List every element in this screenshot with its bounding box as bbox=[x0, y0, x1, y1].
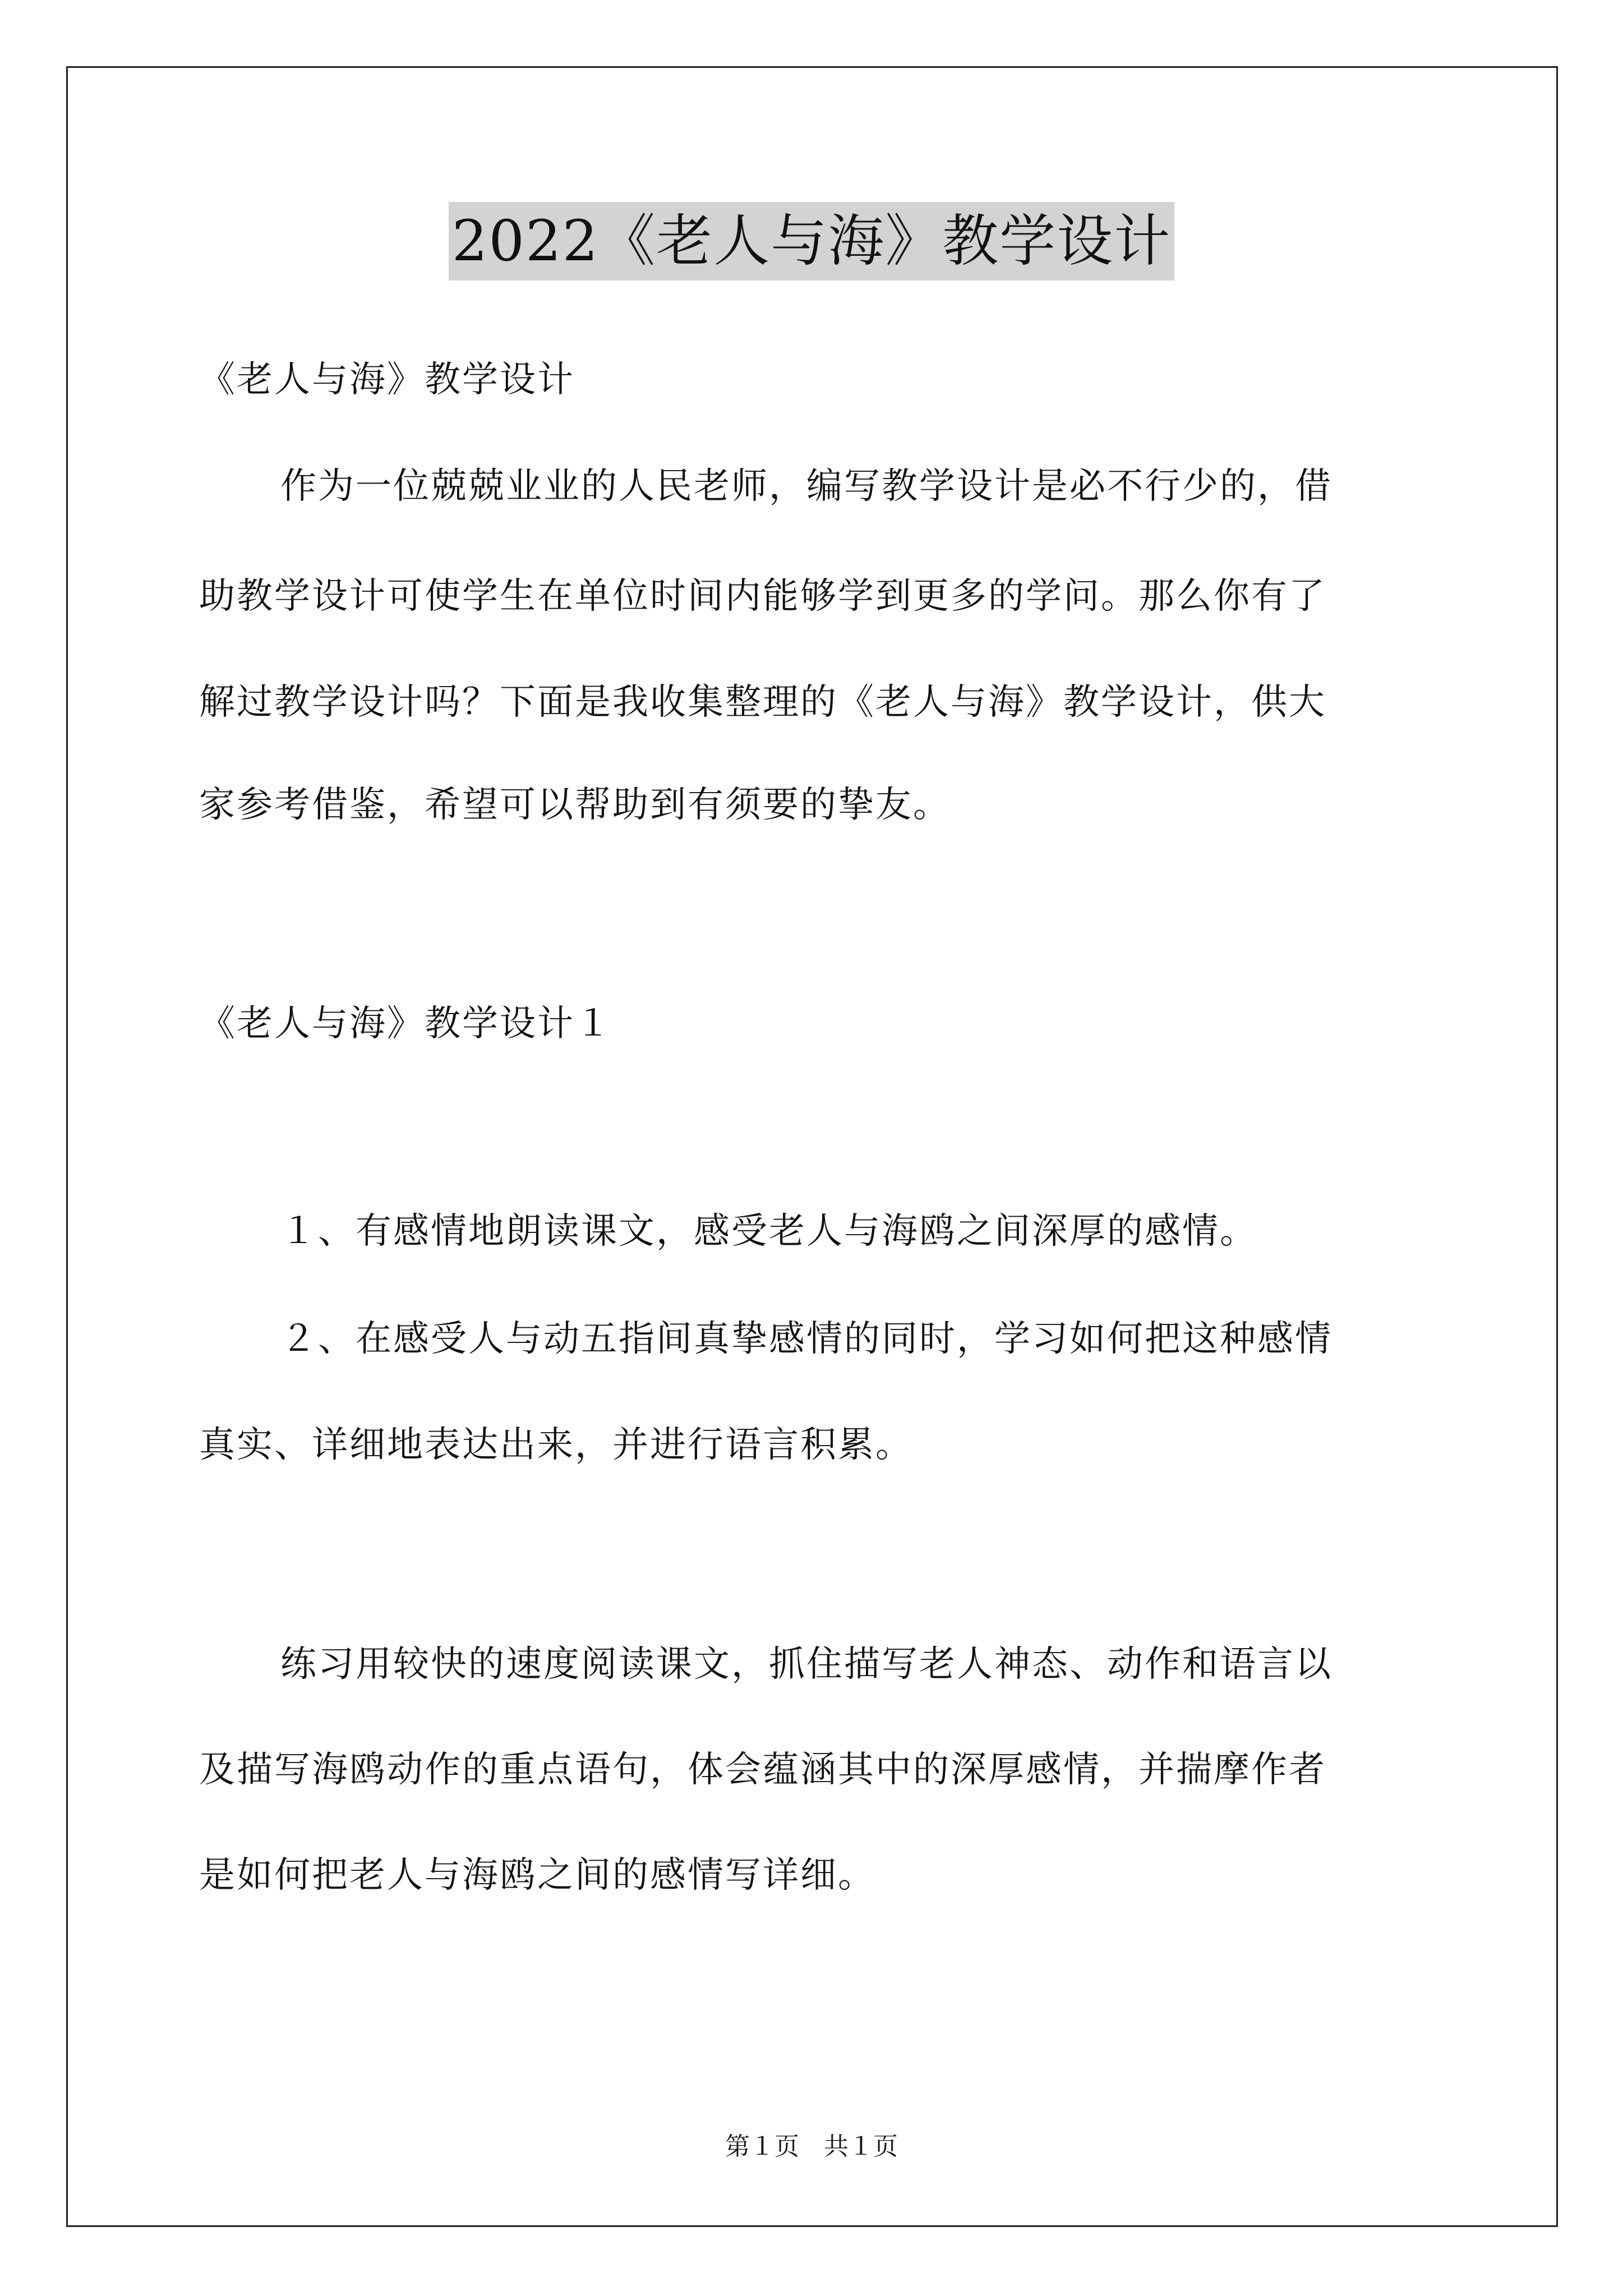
intro-line-4: 家参考借鉴，希望可以帮助到有须要的挚友。 bbox=[199, 784, 951, 826]
document-title: 2022《老人与海》教学设计 bbox=[449, 202, 1175, 280]
goal-line-2: ２、在感受人与动五指间真挚感情的同时，学习如何把这种感情 bbox=[280, 1318, 1332, 1360]
subtitle: 《老人与海》教学设计 bbox=[199, 359, 575, 401]
page-footer: 第１页 共１页 bbox=[725, 2132, 898, 2161]
practice-line-2: 及描写海鸥动作的重点语句，体会蕴涵其中的深厚感情，并揣摩作者 bbox=[199, 1749, 1326, 1791]
intro-line-2: 助教学设计可使学生在单位时间内能够学到更多的学问。那么你有了 bbox=[199, 576, 1326, 617]
goal-line-3: 真实、详细地表达出来，并进行语言积累。 bbox=[199, 1424, 913, 1466]
title-container bbox=[0, 202, 1623, 280]
intro-line-3: 解过教学设计吗？下面是我收集整理的《老人与海》教学设计，供大 bbox=[199, 682, 1326, 723]
practice-line-1: 练习用较快的速度阅读课文，抓住描写老人神态、动作和语言以 bbox=[280, 1644, 1332, 1685]
goal-line-1: １、有感情地朗读课文，感受老人与海鸥之间深厚的感情。 bbox=[280, 1211, 1257, 1252]
section-heading: 《老人与海》教学设计１ bbox=[199, 1003, 612, 1045]
practice-line-3: 是如何把老人与海鸥之间的感情写详细。 bbox=[199, 1855, 875, 1896]
intro-line-1: 作为一位兢兢业业的人民老师，编写教学设计是必不行少的，借 bbox=[280, 466, 1332, 507]
